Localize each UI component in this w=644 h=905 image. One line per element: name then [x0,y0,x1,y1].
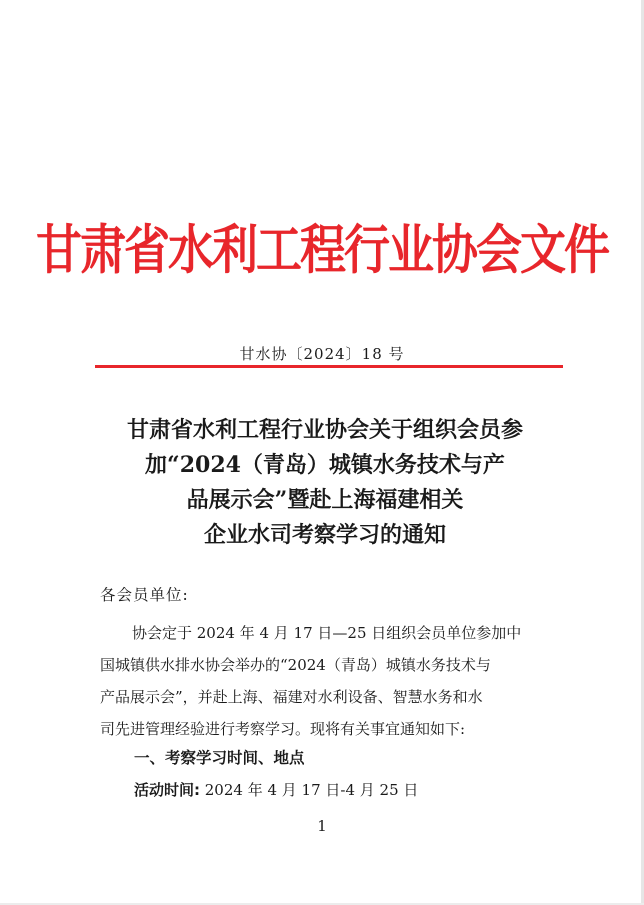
salutation: 各会员单位: [100,586,189,604]
document-masthead: 甘肃省水利工程行业协会文件 [36,218,608,281]
section-heading: 一、考察学习时间、地点 [134,749,305,767]
notice-title [90,413,560,553]
page-number: 1 [317,817,327,835]
body-line: 产品展示会”，并赴上海、福建对水利设备、智慧水务和水 [100,688,483,706]
body-line: 协会定于 2024 年 4 月 17 日—25 日组织会员单位参加中 [132,624,522,642]
title-line: 加“2024（青岛）城镇水务技术与产 [145,452,505,478]
red-divider-line [95,365,563,368]
document-number: 甘水协〔2024〕18 号 [239,345,405,363]
title-line: 品展示会”暨赴上海福建相关 [186,487,464,513]
activity-time [134,779,418,800]
title-line: 企业水司考察学习的通知 [203,522,446,548]
body-line: 司先进管理经验进行考察学习。现将有关事宜通知如下: [100,720,466,738]
body-line: 国城镇供水排水协会举办的“2024（青岛）城镇水务技术与 [100,656,491,674]
body-paragraph [100,617,552,745]
activity-time-value: 2024 年 4 月 17 日-4 月 25 日 [200,781,419,799]
title-line: 甘肃省水利工程行业协会关于组织会员参 [126,417,523,443]
activity-time-label: 活动时间: [134,781,200,799]
